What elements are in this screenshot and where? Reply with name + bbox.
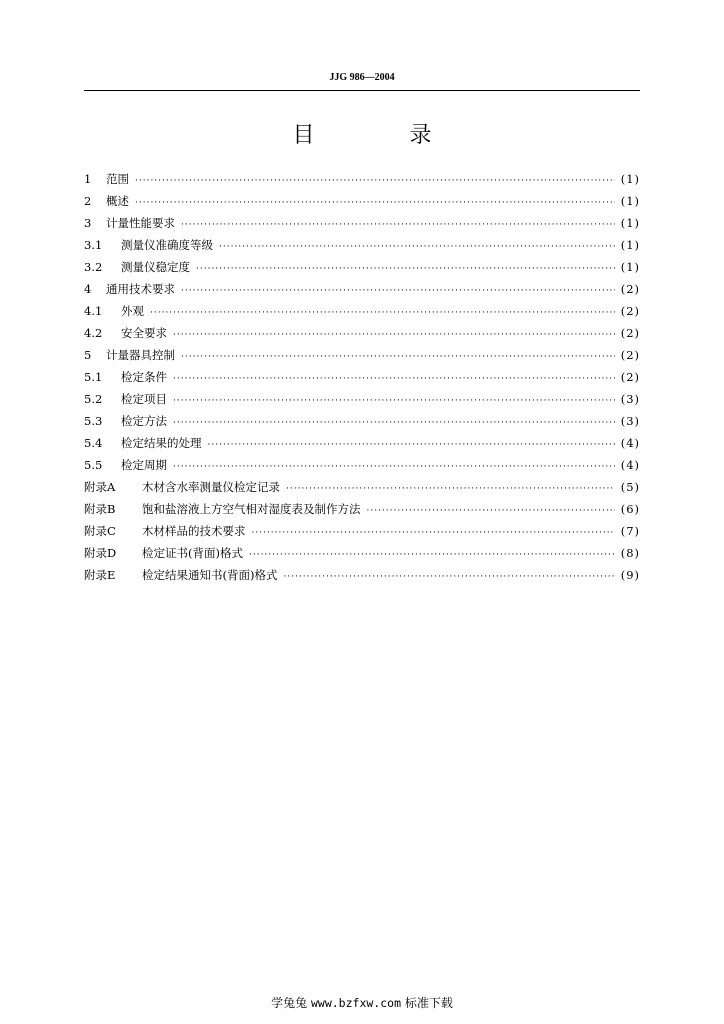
toc-entry-page: (1) (620, 238, 640, 252)
toc-leader-dots (150, 302, 615, 324)
toc-leader-dots (181, 214, 615, 236)
toc-entry[interactable] (84, 234, 640, 256)
header-divider (84, 90, 640, 91)
toc-entry-title: 范围 (106, 172, 129, 186)
toc-entry-page: (4) (620, 458, 640, 472)
footer-url[interactable]: www.bzfxw.com (310, 996, 401, 1010)
toc-leader-dots (286, 478, 615, 500)
toc-leader-dots (173, 412, 615, 434)
toc-entry-page: (2) (620, 304, 640, 318)
toc-leader-dots (249, 544, 615, 566)
toc-entry-title: 检定结果通知书(背面)格式 (142, 568, 278, 582)
toc-entry-number: 5.2 (84, 392, 103, 406)
toc-leader-dots (173, 390, 615, 412)
toc-entry-number: 附录C (84, 524, 116, 538)
toc-leader-dots (181, 280, 615, 302)
toc-entry-page: (8) (620, 546, 640, 560)
toc-entry[interactable] (84, 388, 640, 410)
toc-leader-dots (367, 500, 615, 522)
toc-entry-title: 计量性能要求 (106, 216, 175, 230)
toc-entry[interactable] (84, 168, 640, 190)
toc-entry-page: (2) (620, 326, 640, 340)
toc-entry-page: (3) (620, 414, 640, 428)
toc-entry-page: (6) (620, 502, 640, 516)
toc-entry-number: 附录D (84, 546, 117, 560)
toc-entry[interactable] (84, 344, 640, 366)
toc-entry[interactable] (84, 410, 640, 432)
toc-entry-number: 5.3 (84, 414, 103, 428)
toc-entry-number: 5.4 (84, 436, 103, 450)
toc-entry-number: 5 (84, 348, 92, 362)
toc-leader-dots (219, 236, 615, 258)
toc-entry-number: 1 (84, 172, 92, 186)
footer-site-name: 学兔兔 (271, 996, 308, 1010)
document-code-header: JJG 986—2004 (329, 72, 395, 83)
toc-entry-number: 4 (84, 282, 92, 296)
toc-entry-title: 检定周期 (121, 458, 167, 472)
toc-entry-title: 检定项目 (121, 392, 167, 406)
page-title: 目 录 (292, 123, 476, 148)
toc-entry[interactable] (84, 476, 640, 498)
toc-entry-number: 附录B (84, 502, 116, 516)
toc-entry-title: 木材含水率测量仪检定记录 (142, 480, 280, 494)
toc-entry[interactable] (84, 454, 640, 476)
toc-entry-page: (1) (620, 216, 640, 230)
toc-entry-page: (1) (620, 194, 640, 208)
toc-leader-dots (283, 566, 614, 588)
toc-entry-title: 外观 (121, 304, 144, 318)
toc-entry-title: 检定证书(背面)格式 (142, 546, 243, 560)
toc-entry-title: 概述 (106, 194, 129, 208)
toc-entry[interactable] (84, 212, 640, 234)
toc-entry-title: 测量仪准确度等级 (121, 238, 213, 252)
toc-leader-dots (135, 192, 615, 214)
toc-entry-page: (9) (620, 568, 640, 582)
toc-entry[interactable] (84, 366, 640, 388)
toc-entry-number: 4.2 (84, 326, 103, 340)
toc-entry-page: (2) (620, 348, 640, 362)
toc-entry-title: 饱和盐溶液上方空气相对湿度表及制作方法 (142, 502, 361, 516)
toc-entry[interactable] (84, 432, 640, 454)
toc-leader-dots (135, 170, 615, 192)
toc-leader-dots (181, 346, 615, 368)
toc-entry-page: (5) (620, 480, 640, 494)
footer-tagline: 标准下载 (404, 996, 453, 1010)
toc-entry-title: 通用技术要求 (106, 282, 175, 296)
toc-entry-number: 附录A (84, 480, 116, 494)
toc-entry[interactable] (84, 520, 640, 542)
toc-entry-page: (4) (620, 436, 640, 450)
toc-entry[interactable] (84, 278, 640, 300)
toc-entry-page: (2) (620, 370, 640, 384)
toc-entry[interactable] (84, 256, 640, 278)
toc-leader-dots (173, 324, 615, 346)
toc-entry-number: 3.1 (84, 238, 103, 252)
toc-entry[interactable] (84, 300, 640, 322)
toc-entry[interactable] (84, 322, 640, 344)
toc-entry[interactable] (84, 542, 640, 564)
toc-entry-number: 附录E (84, 568, 116, 582)
toc-entry-number: 3 (84, 216, 92, 230)
toc-entry-title: 安全要求 (121, 326, 167, 340)
toc-entry-number: 4.1 (84, 304, 103, 318)
toc-entry-title: 检定结果的处理 (121, 436, 202, 450)
toc-entry-page: (7) (620, 524, 640, 538)
toc-entry[interactable] (84, 498, 640, 520)
toc-entry-page: (1) (620, 172, 640, 186)
toc-entry[interactable] (84, 564, 640, 586)
toc-entry-title: 木材样品的技术要求 (142, 524, 246, 538)
toc-entry-number: 3.2 (84, 260, 103, 274)
toc-entry[interactable] (84, 190, 640, 212)
toc-leader-dots (173, 456, 615, 478)
toc-leader-dots (252, 522, 615, 544)
toc-leader-dots (196, 258, 615, 280)
toc-entry-number: 5.1 (84, 370, 103, 384)
toc-entry-title: 测量仪稳定度 (121, 260, 190, 274)
toc-entry-number: 2 (84, 194, 92, 208)
toc-entry-page: (1) (620, 260, 640, 274)
toc-leader-dots (173, 368, 615, 390)
toc-entry-number: 5.5 (84, 458, 103, 472)
toc-entry-title: 检定方法 (121, 414, 167, 428)
toc-entry-page: (2) (620, 282, 640, 296)
toc-entry-title: 计量器具控制 (106, 348, 175, 362)
table-of-contents (84, 168, 640, 586)
toc-leader-dots (208, 434, 615, 456)
toc-entry-page: (3) (620, 392, 640, 406)
footer-watermark (0, 994, 724, 1014)
toc-entry-title: 检定条件 (121, 370, 167, 384)
